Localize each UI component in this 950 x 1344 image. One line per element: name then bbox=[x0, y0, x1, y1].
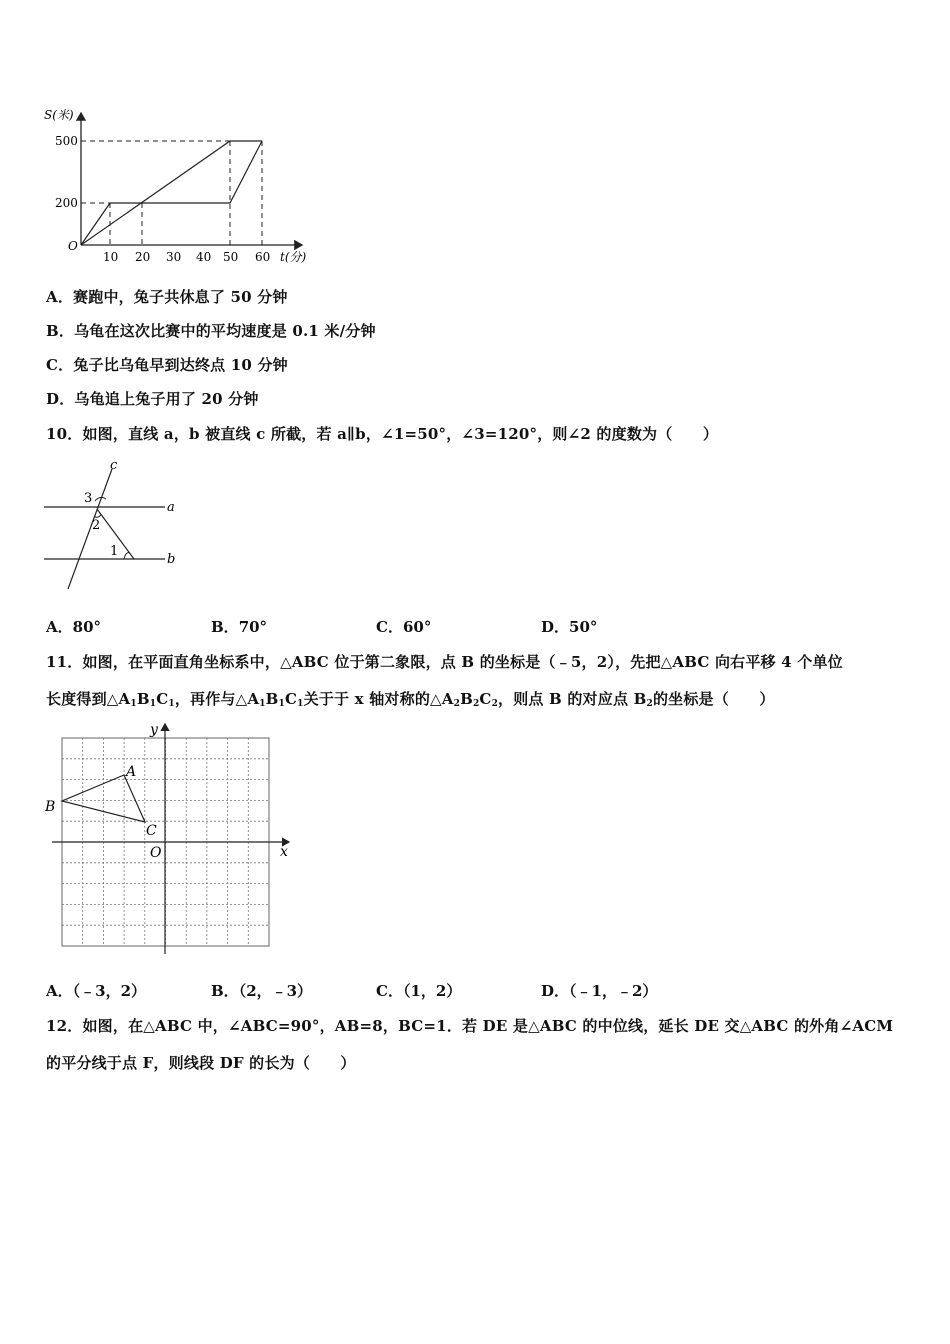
q9-option-d: D．乌龟追上兔子用了 20 分钟 bbox=[46, 390, 259, 408]
angle-1-arc bbox=[124, 553, 130, 559]
q9-option-c: C．兔子比乌龟早到达终点 10 分钟 bbox=[46, 356, 288, 374]
graph-x-tick-10: 10 bbox=[103, 250, 119, 264]
graph-x-tick-30: 30 bbox=[166, 250, 182, 264]
coord-label-x: x bbox=[280, 844, 288, 860]
coord-label-c: C bbox=[146, 823, 157, 839]
graph-x-label: t(分) bbox=[280, 250, 307, 264]
q12-stem-line2: 的平分线于点 F，则线段 DF 的长为（ ） bbox=[46, 1054, 356, 1072]
q9-option-a: A．赛跑中，兔子共休息了 50 分钟 bbox=[46, 288, 288, 306]
coord-label-b: B bbox=[45, 799, 56, 815]
q10-option-c: C．60° bbox=[376, 618, 432, 636]
graph-x-tick-60: 60 bbox=[255, 250, 271, 264]
q11-stem-line2: 长度得到$\triangle A_1B_1C_1$，再作与$\triangle A_1B_1C_1$关于于 x 轴对称的$\triangle A_2B_2C_2$，则点 B 的对应点 $B_2$的坐标是（ ） bbox=[46, 690, 775, 709]
label-b: b bbox=[167, 552, 176, 567]
coordinate-grid-figure bbox=[44, 718, 294, 958]
label-2: 2 bbox=[92, 518, 101, 533]
q10-option-a: A．80° bbox=[46, 618, 102, 636]
q10-option-d: D．50° bbox=[541, 618, 598, 636]
graph-x-tick-50: 50 bbox=[223, 250, 239, 264]
q11-option-c: C．（1，2） bbox=[376, 982, 462, 1000]
q11-stem-line1: 11．如图，在平面直角坐标系中，△ABC 位于第二象限，点 B 的坐标是（﹣5，2），先把△ABC 向右平移 4 个单位 bbox=[46, 653, 843, 671]
rabbit-line bbox=[81, 141, 262, 245]
graph-y-tick-200: 200 bbox=[55, 196, 78, 210]
q11-option-d: D．（﹣1，﹣2） bbox=[541, 982, 658, 1000]
graph-x-tick-40: 40 bbox=[196, 250, 212, 264]
q10-option-b: B．70° bbox=[211, 618, 268, 636]
graph-x-tick-20: 20 bbox=[135, 250, 151, 264]
parallel-lines-figure bbox=[40, 457, 185, 597]
graph-y-tick-500: 500 bbox=[55, 134, 78, 148]
distance-time-graph bbox=[40, 105, 330, 265]
coord-label-a: A bbox=[126, 764, 137, 780]
q9-option-b: B．乌龟在这次比赛中的平均速度是 0.1 米/分钟 bbox=[46, 322, 376, 340]
q12-stem-line1: 12．如图，在△ABC 中，∠ABC=90°，AB=8，BC=1．若 DE 是△ABC 的中位线，延长 DE 交△ABC 的外角∠ACM bbox=[46, 1017, 894, 1035]
q11-option-a: A．（﹣3，2） bbox=[46, 982, 147, 1000]
label-3: 3 bbox=[84, 491, 93, 506]
line-c bbox=[68, 469, 112, 589]
q11-option-b: B．（2，﹣3） bbox=[211, 982, 313, 1000]
label-a: a bbox=[167, 500, 175, 515]
graph-origin-label: O bbox=[68, 239, 78, 253]
label-c: c bbox=[110, 458, 118, 473]
label-1: 1 bbox=[110, 544, 119, 559]
graph-y-label: S(米) bbox=[44, 108, 74, 122]
q10-stem: 10．如图，直线 a，b 被直线 c 所截，若 a∥b，∠1=50°，∠3=120°，则∠2 的度数为（ ） bbox=[46, 425, 719, 443]
coord-label-o: O bbox=[150, 845, 162, 861]
coord-label-y: y bbox=[150, 722, 158, 738]
